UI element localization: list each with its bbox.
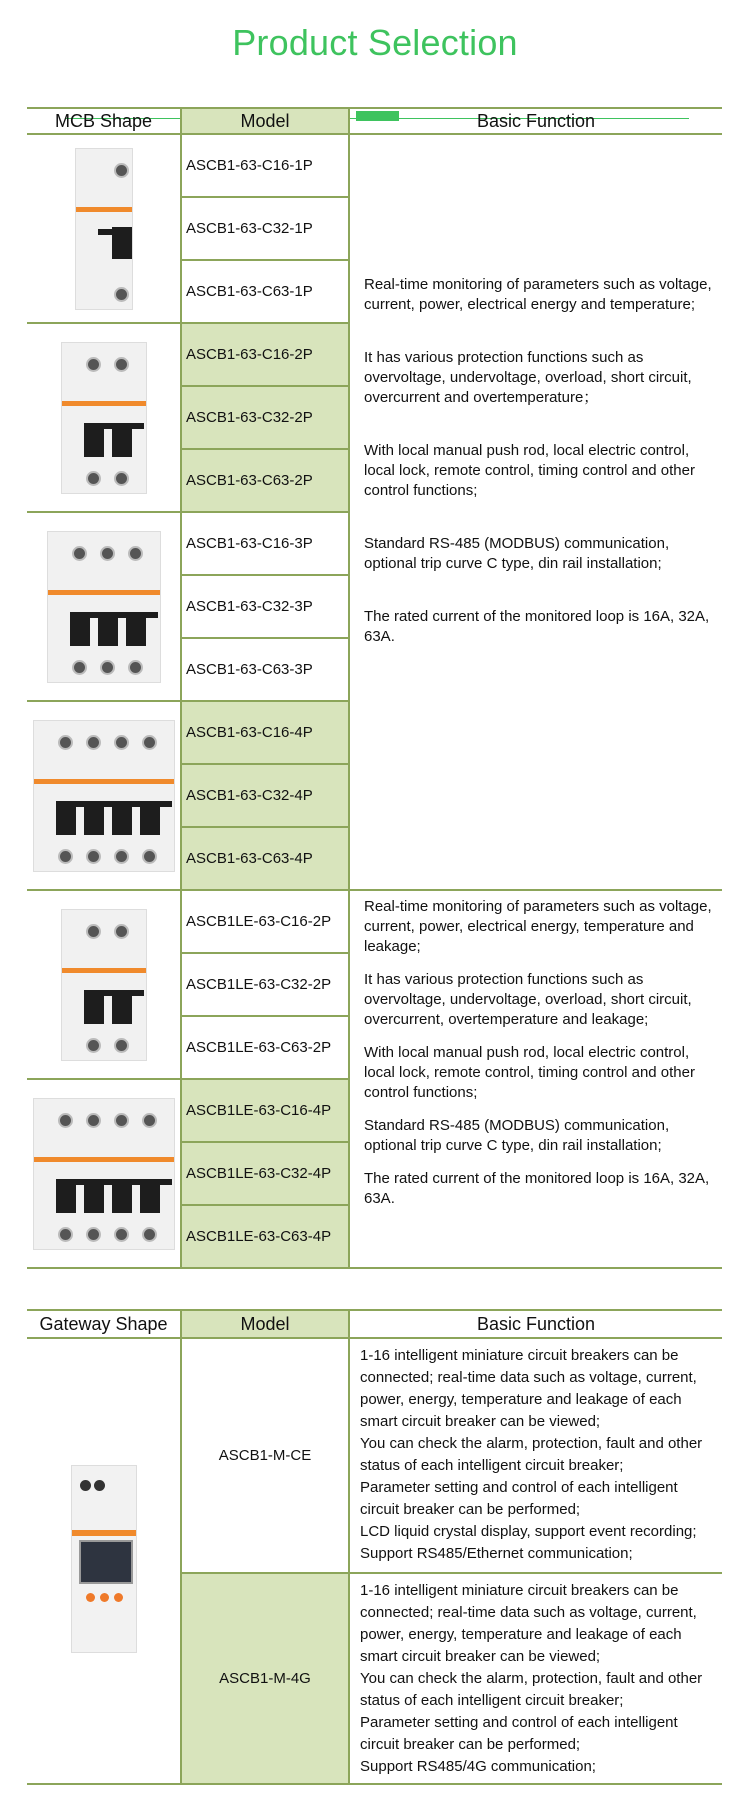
breaker-le-4p-icon: [33, 1098, 175, 1250]
model-cell: ASCB1-63-C63-3P: [181, 638, 349, 701]
model-cell: ASCB1-63-C32-1P: [181, 197, 349, 260]
function-paragraph: With local manual push rod, local electric control, local lock, remote control, timing control and other control functions;: [364, 1044, 695, 1101]
header-shape: MCB Shape: [27, 108, 181, 134]
model-cell: ASCB1-63-C63-4P: [181, 827, 349, 890]
header-shape: Gateway Shape: [27, 1310, 181, 1338]
shape-image-cell: [27, 512, 181, 701]
model-cell: ASCB1-M-CE: [181, 1338, 349, 1573]
model-cell: ASCB1LE-63-C63-4P: [181, 1205, 349, 1268]
model-cell: ASCB1-63-C63-1P: [181, 260, 349, 323]
gateway-device-icon: [71, 1465, 137, 1653]
table-row: [27, 134, 722, 197]
breaker-4p-icon: [33, 720, 175, 872]
function-cell: [349, 890, 722, 1268]
model-cell: ASCB1LE-63-C32-2P: [181, 953, 349, 1016]
shape-image-cell: [27, 890, 181, 1079]
function-line: Support RS485/Ethernet communication;: [360, 1545, 633, 1562]
function-paragraph: Real-time monitoring of parameters such as voltage, current, power, electrical energy and temperature;: [364, 276, 712, 313]
breaker-1p-icon: [75, 148, 133, 310]
function-line: LCD liquid crystal display, support event recording;: [360, 1523, 697, 1540]
model-cell: ASCB1-63-C16-3P: [181, 512, 349, 575]
function-cell: [349, 1338, 722, 1573]
model-cell: ASCB1-63-C32-4P: [181, 764, 349, 827]
model-cell: ASCB1LE-63-C63-2P: [181, 1016, 349, 1079]
function-line: Parameter setting and control of each intelligent circuit breaker can be performed;: [360, 1479, 678, 1518]
function-paragraph: It has various protection functions such as overvoltage, undervoltage, overload, short circuit, overcurrent and overtemperature；: [364, 349, 692, 406]
mcb-selection-table: [27, 107, 722, 1269]
shape-image-cell: [27, 323, 181, 512]
header-model: Model: [181, 1310, 349, 1338]
model-cell: ASCB1-63-C16-4P: [181, 701, 349, 764]
gateway-selection-table: [27, 1309, 722, 1785]
model-cell: ASCB1LE-63-C32-4P: [181, 1142, 349, 1205]
table-row: [27, 890, 722, 953]
function-cell: [349, 1573, 722, 1784]
model-cell: ASCB1-M-4G: [181, 1573, 349, 1784]
function-paragraph: The rated current of the monitored loop is 16A, 32A, 63A.: [364, 608, 710, 645]
function-paragraph: Standard RS-485 (MODBUS) communication, optional trip curve C type, din rail installation;: [364, 1117, 670, 1154]
gateway-image-cell: [27, 1338, 181, 1784]
function-paragraph: The rated current of the monitored loop is 16A, 32A, 63A.: [364, 1170, 710, 1207]
function-line: Parameter setting and control of each intelligent circuit breaker can be performed;: [360, 1714, 678, 1753]
function-cell: [349, 134, 722, 890]
model-cell: ASCB1LE-63-C16-2P: [181, 890, 349, 953]
breaker-2p-icon: [61, 342, 147, 494]
model-cell: ASCB1LE-63-C16-4P: [181, 1079, 349, 1142]
function-line: 1-16 intelligent miniature circuit breakers can be connected; real-time data such as voltage, current, power, energy, temperature and leakage of each smart circuit breaker can be viewed;: [360, 1582, 697, 1665]
breaker-le-2p-icon: [61, 909, 147, 1061]
function-paragraph: Real-time monitoring of parameters such as voltage, current, power, electrical energy, temperature and leakage;: [364, 898, 712, 955]
table-header-row: [27, 1310, 722, 1338]
function-line: You can check the alarm, protection, fault and other status of each intelligent circuit breaker;: [360, 1435, 703, 1474]
function-paragraph: It has various protection functions such as overvoltage, undervoltage, overload, short circuit, overcurrent, overtemperature and leakage;: [364, 971, 692, 1028]
shape-image-cell: [27, 701, 181, 890]
table-header-row: [27, 108, 722, 134]
model-cell: ASCB1-63-C63-2P: [181, 449, 349, 512]
page-title: Product Selection: [232, 22, 518, 63]
breaker-3p-icon: [47, 531, 161, 683]
header-model: Model: [181, 108, 349, 134]
function-paragraph: Standard RS-485 (MODBUS) communication, optional trip curve C type, din rail installation;: [364, 535, 670, 572]
shape-image-cell: [27, 1079, 181, 1268]
header-function: Basic Function: [349, 108, 722, 134]
function-line: Support RS485/4G communication;: [360, 1758, 596, 1775]
model-cell: ASCB1-63-C32-3P: [181, 575, 349, 638]
model-cell: ASCB1-63-C16-2P: [181, 323, 349, 386]
model-cell: ASCB1-63-C16-1P: [181, 134, 349, 197]
function-line: 1-16 intelligent miniature circuit breakers can be connected; real-time data such as voltage, current, power, energy, temperature and leakage of each smart circuit breaker can be viewed;: [360, 1347, 697, 1430]
shape-image-cell: [27, 134, 181, 323]
function-paragraph: With local manual push rod, local electric control, local lock, remote control, timing control and other control functions;: [364, 442, 695, 499]
model-cell: ASCB1-63-C32-2P: [181, 386, 349, 449]
table-row: [27, 1338, 722, 1573]
function-line: You can check the alarm, protection, fault and other status of each intelligent circuit breaker;: [360, 1670, 703, 1709]
header-function: Basic Function: [349, 1310, 722, 1338]
